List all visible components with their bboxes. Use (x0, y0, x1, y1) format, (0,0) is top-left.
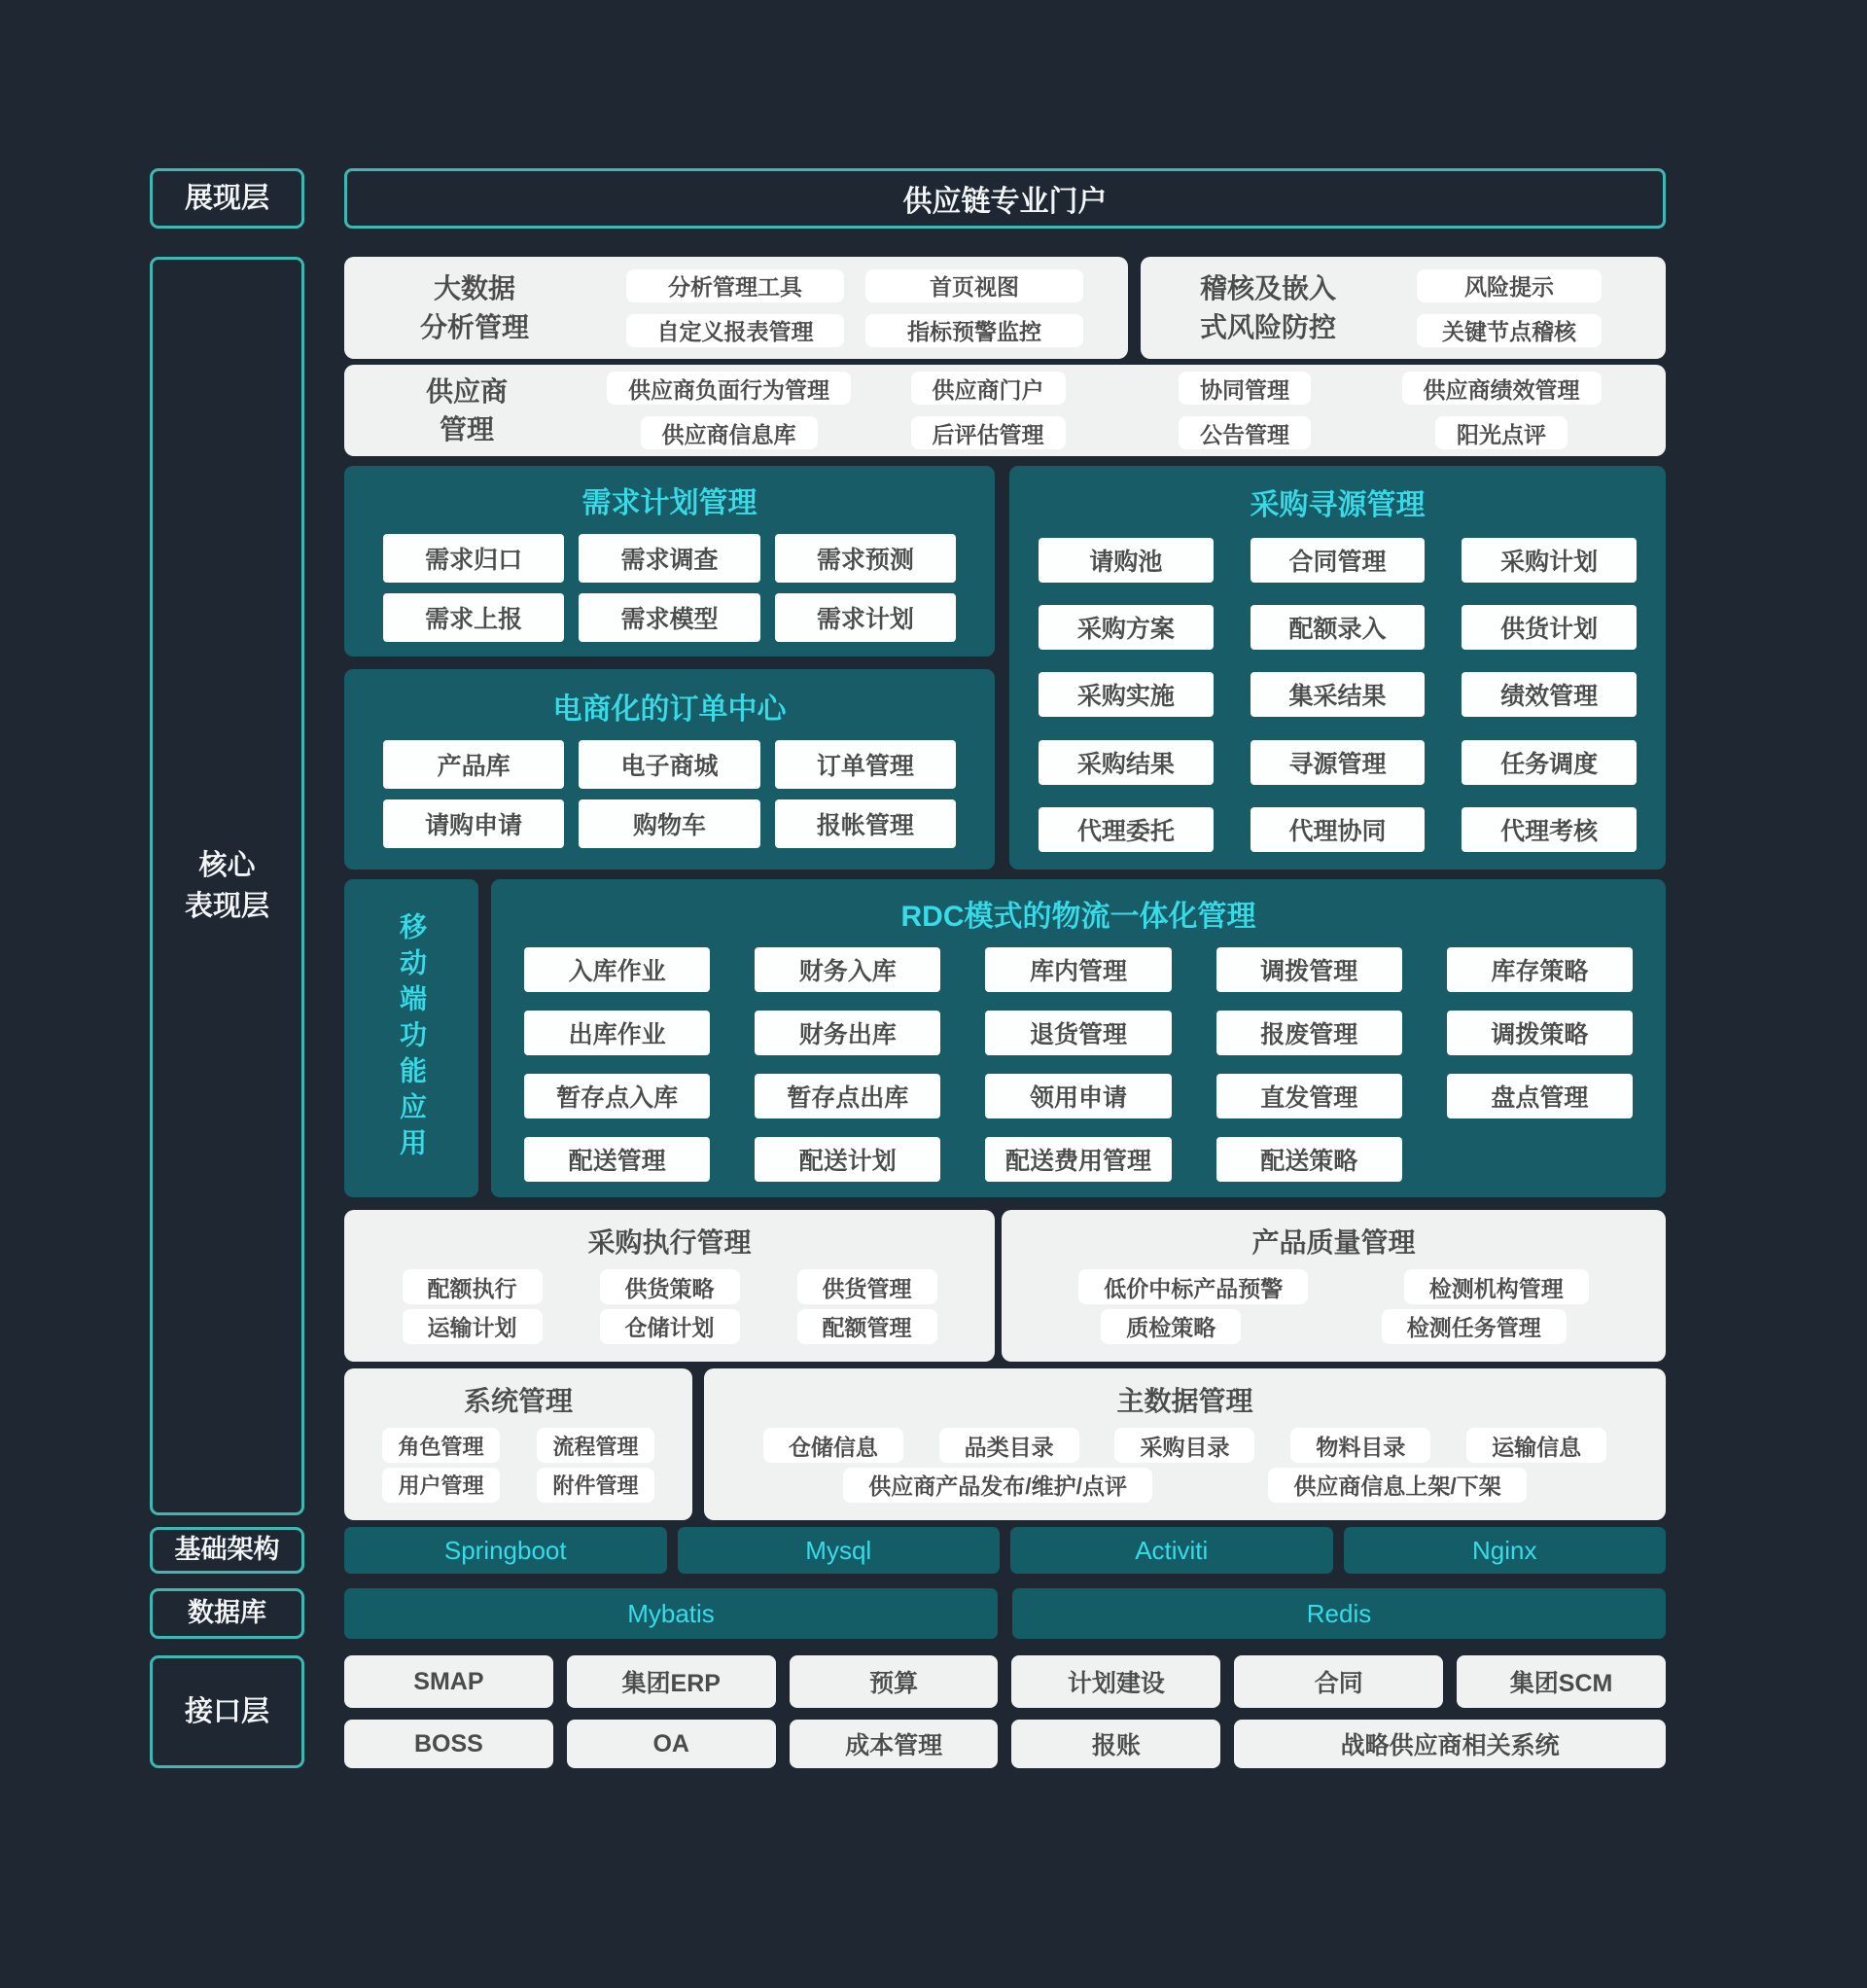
module-button: 阳光点评 (1435, 416, 1568, 449)
interface-box: 报账 (1011, 1720, 1220, 1768)
module-button: 供货策略 (600, 1269, 740, 1304)
module-button: 采购目录 (1114, 1428, 1254, 1463)
module-button: 仓储计划 (600, 1309, 740, 1344)
module-button: 盘点管理 (1447, 1074, 1633, 1118)
layer-label-interface (150, 1655, 304, 1768)
module-button: 请购池 (1039, 538, 1214, 583)
row-rdc-logistics (344, 879, 1666, 1197)
module-button: 需求归口 (383, 534, 564, 583)
interface-box: OA (567, 1720, 776, 1768)
bigdata-col-1 (626, 269, 844, 347)
module-button: 领用申请 (985, 1074, 1171, 1118)
module-button: 配送费用管理 (985, 1137, 1171, 1182)
layer-label-text: 数据库 (188, 1598, 266, 1628)
tech-box: Springboot (344, 1527, 667, 1574)
exec-title: 采购执行管理 (587, 1227, 752, 1258)
module-button: 绩效管理 (1462, 672, 1637, 717)
module-button: 质检策略 (1101, 1309, 1241, 1344)
portal-title-bar (344, 168, 1666, 229)
portal-title: 供应链专业门户 (902, 186, 1108, 218)
bigdata-col-2 (865, 269, 1083, 347)
master-title: 主数据管理 (1116, 1386, 1253, 1416)
interface-box: BOSS (344, 1720, 553, 1768)
demand-grid (383, 534, 956, 642)
module-button: 供应商负面行为管理 (607, 372, 851, 405)
module-button: 订单管理 (775, 740, 956, 789)
quality-row-1 (1031, 1267, 1637, 1306)
layer-label-infrastructure (150, 1527, 304, 1574)
interface-box: SMAP (344, 1655, 553, 1708)
module-button: 集采结果 (1251, 672, 1426, 717)
module-button: 调拨管理 (1216, 947, 1402, 992)
module-button: 供应商门户 (911, 372, 1066, 405)
module-button: 报帐管理 (775, 799, 956, 848)
module-button: 需求模型 (579, 593, 759, 642)
column-demand-order (344, 466, 995, 870)
mobile-title: 移动端功能应用 (397, 912, 427, 1164)
module-button: 购物车 (579, 799, 759, 848)
tech-box: Redis (1012, 1588, 1666, 1639)
module-button: 库内管理 (985, 947, 1171, 992)
audit-col (1417, 269, 1602, 347)
order-grid (383, 740, 956, 848)
module-button: 配送计划 (755, 1137, 940, 1182)
tech-box: Activiti (1010, 1527, 1333, 1574)
exec-row-1 (373, 1267, 966, 1306)
quality-title: 产品质量管理 (1251, 1227, 1416, 1258)
module-button: 配送管理 (524, 1137, 710, 1182)
tech-box: Nginx (1344, 1527, 1667, 1574)
module-button: 需求上报 (383, 593, 564, 642)
module-button: 财务入库 (755, 947, 940, 992)
module-button: 指标预警监控 (865, 314, 1083, 347)
row-exec-quality (344, 1210, 1666, 1362)
module-button: 入库作业 (524, 947, 710, 992)
module-button: 供应商信息上架/下架 (1268, 1468, 1526, 1503)
module-button: 暂存点出库 (755, 1074, 940, 1118)
module-button: 配送策略 (1216, 1137, 1402, 1182)
module-button: 低价中标产品预警 (1078, 1269, 1308, 1304)
row-database-middleware (344, 1588, 1666, 1639)
module-button: 关键节点稽核 (1417, 314, 1602, 347)
rdc-grid (524, 947, 1633, 1182)
module-button: 采购方案 (1039, 605, 1214, 650)
panel-order-center (344, 669, 995, 870)
system-title: 系统管理 (463, 1386, 573, 1416)
module-button: 供货计划 (1462, 605, 1637, 650)
module-button: 公告管理 (1179, 416, 1311, 449)
module-button: 任务调度 (1462, 740, 1637, 785)
interface-box: 集团ERP (567, 1655, 776, 1708)
layer-label-text: 展现层 (184, 182, 269, 214)
module-button: 采购实施 (1039, 672, 1214, 717)
row-analytics-audit (344, 257, 1666, 359)
module-button: 后评估管理 (911, 416, 1066, 449)
module-button: 品类目录 (939, 1428, 1079, 1463)
panel-bigdata-analytics (344, 257, 1128, 359)
module-button: 检测机构管理 (1404, 1269, 1589, 1304)
module-button: 配额录入 (1251, 605, 1426, 650)
module-button: 采购计划 (1462, 538, 1637, 583)
system-row-1 (364, 1426, 673, 1465)
sourcing-grid (1039, 538, 1637, 852)
interface-box: 集团SCM (1457, 1655, 1666, 1708)
panel-procurement-sourcing (1009, 466, 1666, 870)
supplier-col-2 (868, 372, 1108, 449)
module-button: 风险提示 (1417, 269, 1602, 302)
module-button: 流程管理 (537, 1428, 653, 1463)
panel-procurement-execution (344, 1210, 995, 1362)
module-button: 暂存点入库 (524, 1074, 710, 1118)
interface-box: 合同 (1234, 1655, 1443, 1708)
system-row-2 (364, 1466, 673, 1505)
module-button: 分析管理工具 (626, 269, 844, 302)
order-title: 电商化的订单中心 (552, 693, 787, 726)
row-infrastructure-tech (344, 1527, 1666, 1574)
module-button: 出库作业 (524, 1011, 710, 1055)
module-button: 协同管理 (1179, 372, 1311, 405)
module-button: 供应商产品发布/维护/点评 (843, 1468, 1152, 1503)
master-row-2 (727, 1466, 1642, 1505)
supplier-col-1 (607, 372, 851, 449)
module-button: 代理协同 (1251, 807, 1426, 852)
module-button: 请购申请 (383, 799, 564, 848)
module-button: 合同管理 (1251, 538, 1426, 583)
interface-box: 预算 (790, 1655, 999, 1708)
module-button: 附件管理 (537, 1468, 653, 1503)
module-button: 寻源管理 (1251, 740, 1426, 785)
module-button: 运输计划 (403, 1309, 543, 1344)
rdc-title: RDC模式的物流一体化管理 (900, 901, 1256, 933)
layer-label-text: 基础架构 (174, 1535, 280, 1565)
panel-product-quality (1002, 1210, 1666, 1362)
module-button: 采购结果 (1039, 740, 1214, 785)
layer-label-text: 核心 (198, 849, 256, 881)
module-button: 代理考核 (1462, 807, 1637, 852)
exec-row-2 (373, 1307, 966, 1346)
module-button: 用户管理 (382, 1468, 499, 1503)
module-button: 需求计划 (775, 593, 956, 642)
supplier-col-3 (1125, 372, 1364, 449)
module-button: 供货管理 (797, 1269, 937, 1304)
module-button: 检测任务管理 (1382, 1309, 1567, 1344)
layer-label-presentation (150, 168, 304, 229)
panel-supplier-management (344, 365, 1666, 456)
module-button: 角色管理 (382, 1428, 499, 1463)
audit-title: 稽核及嵌入 式风险防控 (1199, 273, 1336, 342)
module-button: 代理委托 (1039, 807, 1214, 852)
module-button: 财务出库 (755, 1011, 940, 1055)
layer-label-text: 接口层 (184, 1695, 269, 1727)
supplier-title: 供应商 管理 (425, 375, 508, 444)
module-button: 调拨策略 (1447, 1011, 1633, 1055)
module-button: 库存策略 (1447, 947, 1633, 992)
module-button: 首页视图 (865, 269, 1083, 302)
row-demand-sourcing (344, 466, 1666, 870)
tech-box: Mybatis (344, 1588, 998, 1639)
quality-row-2 (1031, 1307, 1637, 1346)
module-button: 报废管理 (1216, 1011, 1402, 1055)
demand-title: 需求计划管理 (581, 487, 757, 519)
module-button: 自定义报表管理 (626, 314, 844, 347)
module-button: 配额管理 (797, 1309, 937, 1344)
panel-mobile-functions (344, 879, 478, 1197)
layer-label-database (150, 1588, 304, 1639)
bigdata-title: 大数据 分析管理 (419, 273, 529, 342)
panel-master-data (704, 1368, 1666, 1520)
module-button: 直发管理 (1216, 1074, 1402, 1118)
module-button: 需求调查 (579, 534, 759, 583)
panel-system-management (344, 1368, 692, 1520)
panel-rdc-logistics (491, 879, 1666, 1197)
module-button: 仓储信息 (763, 1428, 903, 1463)
supplier-col-4 (1382, 372, 1621, 449)
module-button: 供应商绩效管理 (1402, 372, 1602, 405)
module-button: 产品库 (383, 740, 564, 789)
panel-demand-planning (344, 466, 995, 657)
interface-box: 计划建设 (1011, 1655, 1220, 1708)
interface-box: 成本管理 (790, 1720, 999, 1768)
module-button: 电子商城 (579, 740, 759, 789)
row-system-masterdata (344, 1368, 1666, 1520)
panel-audit-risk (1141, 257, 1666, 359)
master-row-1 (727, 1426, 1642, 1465)
sourcing-title: 采购寻源管理 (1250, 489, 1426, 521)
module-button: 需求预测 (775, 534, 956, 583)
module-button: 供应商信息库 (641, 416, 818, 449)
tech-box: Mysql (678, 1527, 1001, 1574)
module-button: 运输信息 (1466, 1428, 1606, 1463)
module-button: 物料目录 (1290, 1428, 1430, 1463)
layer-label-text: 表现层 (184, 891, 269, 922)
layer-label-core (150, 257, 304, 1515)
module-button: 配额执行 (403, 1269, 543, 1304)
interface-box: 战略供应商相关系统 (1234, 1720, 1666, 1768)
row-interface-systems (344, 1655, 1666, 1768)
module-button: 退货管理 (985, 1011, 1171, 1055)
row-supplier (344, 365, 1666, 456)
